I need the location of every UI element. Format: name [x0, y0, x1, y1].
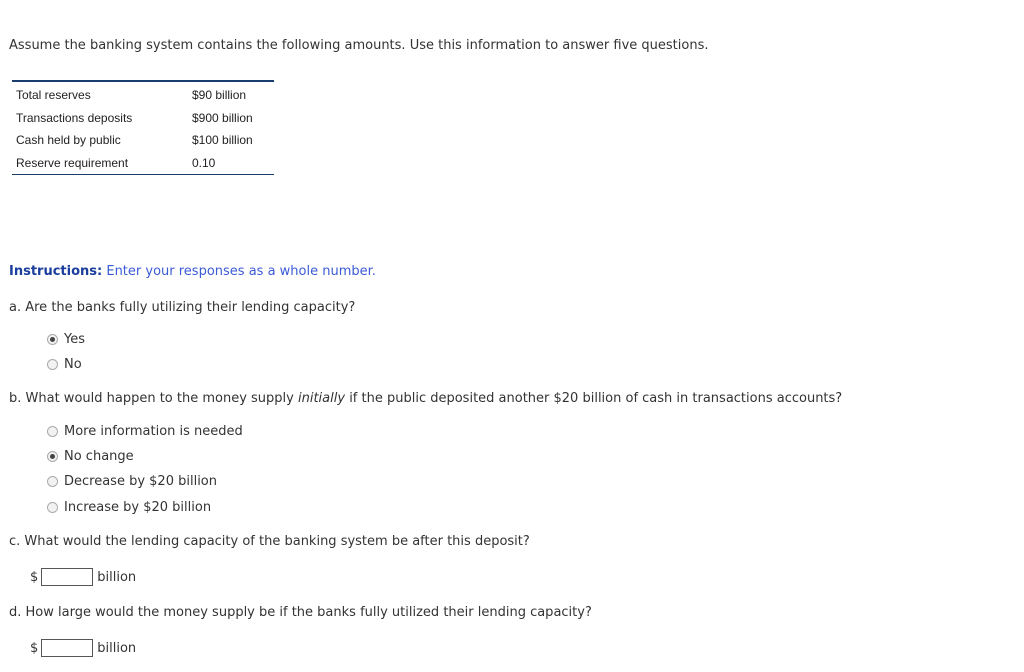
row-value: $100 billion [192, 133, 253, 148]
question-b-italic: initially [298, 391, 346, 406]
question-d: d. How large would the money supply be if the banks fully utilized their lending capacity? [9, 605, 592, 620]
radio-button[interactable] [47, 359, 58, 370]
option-label: No [64, 357, 82, 372]
option-a-yes[interactable] [47, 332, 85, 347]
unit-label: billion [97, 569, 137, 585]
row-value: 0.10 [192, 155, 216, 170]
row-label: Total reserves [16, 88, 91, 103]
table-row [12, 152, 274, 175]
question-b-text-2: if the public deposited another $20 billion of cash in transactions accounts? [345, 391, 843, 406]
question-b-text-1: b. What would happen to the money supply [9, 391, 298, 406]
question-c: c. What would the lending capacity of the banking system be after this deposit? [9, 534, 530, 549]
table-row [12, 129, 274, 152]
option-b-no-change[interactable] [47, 449, 134, 464]
table-row [12, 107, 274, 130]
option-label: Decrease by $20 billion [64, 474, 217, 489]
answer-c-row [30, 568, 136, 586]
question-a: a. Are the banks fully utilizing their lending capacity? [9, 300, 356, 315]
radio-button[interactable] [47, 334, 58, 345]
question-b [9, 391, 842, 406]
radio-button[interactable] [47, 476, 58, 487]
answer-d-row [30, 639, 136, 657]
option-b-increase[interactable] [47, 500, 211, 515]
answer-d-input[interactable] [41, 639, 93, 657]
option-b-decrease[interactable] [47, 474, 217, 489]
option-label: Yes [64, 332, 85, 347]
radio-button[interactable] [47, 451, 58, 462]
intro-text: Assume the banking system contains the following amounts. Use this information to answer five questions. [9, 38, 709, 53]
radio-button[interactable] [47, 502, 58, 513]
option-a-no[interactable] [47, 357, 82, 372]
instructions-label: Instructions: [9, 264, 103, 279]
table-row [12, 81, 274, 107]
row-value: $900 billion [192, 110, 253, 125]
row-label: Reserve requirement [16, 155, 129, 170]
option-label: No change [64, 449, 134, 464]
answer-c-input[interactable] [41, 568, 93, 586]
option-label: Increase by $20 billion [64, 500, 212, 515]
option-label: More information is needed [64, 424, 243, 439]
banking-data-table [12, 80, 274, 175]
row-label: Cash held by public [16, 133, 121, 148]
currency-symbol: $ [30, 569, 39, 585]
row-value: $90 billion [192, 88, 247, 103]
instructions-text: Enter your responses as a whole number. [102, 264, 376, 279]
unit-label: billion [97, 640, 137, 656]
row-label: Transactions deposits [16, 110, 133, 125]
option-b-more-info[interactable] [47, 424, 243, 439]
currency-symbol: $ [30, 640, 39, 656]
radio-button[interactable] [47, 426, 58, 437]
instructions [9, 264, 376, 279]
